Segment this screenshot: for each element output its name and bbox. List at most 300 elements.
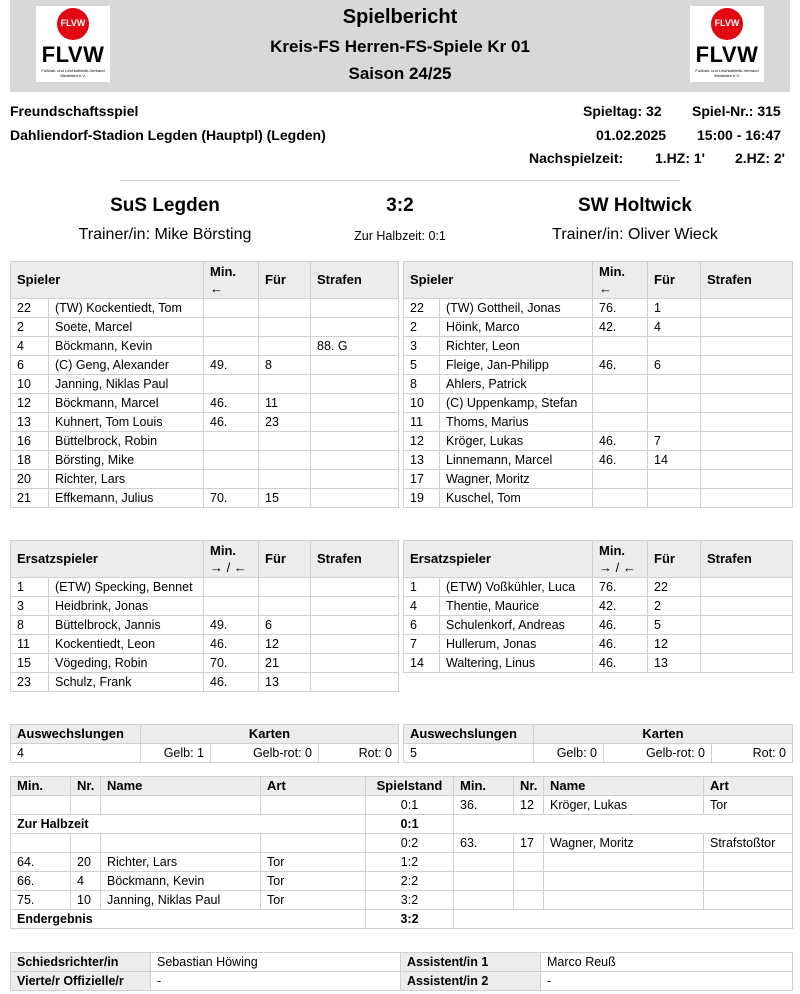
player-name: Janning, Niklas Paul xyxy=(49,375,204,394)
away-event-nr xyxy=(514,891,544,910)
report-header xyxy=(10,0,790,92)
home-event-name xyxy=(101,796,261,815)
player-number: 15 xyxy=(11,654,49,673)
player-row xyxy=(404,432,793,451)
event-row xyxy=(11,834,793,853)
player-number: 12 xyxy=(404,432,440,451)
away-event-min: 63. xyxy=(454,834,514,853)
player-name: Kuschel, Tom xyxy=(440,489,593,508)
player-number: 11 xyxy=(11,635,49,654)
event-row xyxy=(11,796,793,815)
officials-table xyxy=(10,952,793,991)
player-strafen xyxy=(701,578,793,597)
home-team-name: SuS Legden xyxy=(110,195,220,216)
player-strafen xyxy=(701,451,793,470)
event-score: 2:2 xyxy=(366,872,454,891)
header-fuer: Für xyxy=(259,541,311,578)
player-min: 70. xyxy=(204,489,259,508)
player-row xyxy=(404,635,793,654)
player-number: 4 xyxy=(11,337,49,356)
away-event-art xyxy=(704,853,793,872)
auswechslungen-header: Auswechslungen xyxy=(404,725,534,744)
player-strafen xyxy=(311,413,399,432)
player-min: 46. xyxy=(593,451,648,470)
home-summary-table xyxy=(10,724,399,763)
header-min xyxy=(204,262,259,299)
player-strafen xyxy=(701,635,793,654)
away-event-nr: 12 xyxy=(514,796,544,815)
player-number: 3 xyxy=(11,597,49,616)
player-strafen xyxy=(701,356,793,375)
player-strafen xyxy=(701,616,793,635)
ev-header-nr: Nr. xyxy=(71,777,101,796)
away-event-min: 36. xyxy=(454,796,514,815)
table-header-row xyxy=(11,262,399,299)
player-strafen xyxy=(701,413,793,432)
player-number: 6 xyxy=(11,356,49,375)
header-spieler: Spieler xyxy=(404,262,593,299)
nachspielzeit-hz1: 1.HZ: 1' xyxy=(655,150,706,166)
assistent1-value: Marco Reuß xyxy=(541,953,793,972)
karten-header: Karten xyxy=(141,725,399,744)
match-date: 01.02.2025 xyxy=(596,127,667,143)
player-name: Ahlers, Patrick xyxy=(440,375,593,394)
player-number: 7 xyxy=(404,635,440,654)
header-min-label: Min. xyxy=(599,543,625,558)
player-fuer xyxy=(259,318,311,337)
player-fuer: 15 xyxy=(259,489,311,508)
player-name: Fleige, Jan-Philipp xyxy=(440,356,593,375)
header-fuer: Für xyxy=(259,262,311,299)
header-spieler: Ersatzspieler xyxy=(404,541,593,578)
player-fuer: 23 xyxy=(259,413,311,432)
player-name: Schulz, Frank xyxy=(49,673,204,692)
player-number: 20 xyxy=(11,470,49,489)
player-name: Vögeding, Robin xyxy=(49,654,204,673)
home-event-min: 66. xyxy=(11,872,71,891)
match-type: Freundschaftsspiel xyxy=(10,103,139,119)
home-event-nr xyxy=(71,834,101,853)
home-event-min: 64. xyxy=(11,853,71,872)
nachspielzeit-hz2: 2.HZ: 2' xyxy=(735,150,786,166)
vierte-label: Vierte/r Offizielle/r xyxy=(11,972,151,991)
player-row xyxy=(11,432,399,451)
player-min: 70. xyxy=(204,654,259,673)
away-event-min xyxy=(454,872,514,891)
ev-header-nr: Nr. xyxy=(514,777,544,796)
player-fuer xyxy=(259,578,311,597)
final-score: 3:2 xyxy=(386,195,414,216)
home-event-art xyxy=(261,796,366,815)
home-event-nr: 4 xyxy=(71,872,101,891)
section-score: 3:2 xyxy=(366,910,454,929)
competition-name: Kreis-FS Herren-FS-Spiele Kr 01 xyxy=(270,37,530,56)
player-row xyxy=(404,394,793,413)
header-min-arrow: → / ← xyxy=(210,560,247,575)
home-event-min: 75. xyxy=(11,891,71,910)
player-number: 21 xyxy=(11,489,49,508)
home-subs-table xyxy=(10,540,399,692)
halftime-score: Zur Halbzeit: 0:1 xyxy=(354,229,446,243)
player-min: 49. xyxy=(204,356,259,375)
player-fuer: 12 xyxy=(648,635,701,654)
home-players-table xyxy=(10,261,399,508)
player-min xyxy=(204,318,259,337)
player-row xyxy=(11,451,399,470)
event-score: 0:2 xyxy=(366,834,454,853)
player-min: 42. xyxy=(593,597,648,616)
player-strafen xyxy=(311,299,399,318)
player-number: 18 xyxy=(11,451,49,470)
home-event-art xyxy=(261,834,366,853)
home-event-nr: 20 xyxy=(71,853,101,872)
player-fuer: 5 xyxy=(648,616,701,635)
flvw-logo-right: FLVW FLVW Fußball- und Leichtathletik-Verband Westfalen e.V. xyxy=(690,6,764,82)
ev-header-art: Art xyxy=(261,777,366,796)
player-fuer xyxy=(648,489,701,508)
away-gelb: Gelb: 0 xyxy=(534,744,604,763)
ev-header-min: Min. xyxy=(454,777,514,796)
player-strafen xyxy=(311,635,399,654)
table-header-row xyxy=(404,262,793,299)
player-fuer: 12 xyxy=(259,635,311,654)
player-fuer xyxy=(259,299,311,318)
player-min xyxy=(204,470,259,489)
vierte-value: - xyxy=(151,972,401,991)
away-event-art xyxy=(704,891,793,910)
away-event-min xyxy=(454,853,514,872)
ev-header-art: Art xyxy=(704,777,793,796)
match-time: 15:00 - 16:47 xyxy=(697,127,782,143)
away-event-name: Kröger, Lukas xyxy=(544,796,704,815)
section-label: Zur Halbzeit xyxy=(11,815,366,834)
player-min: 46. xyxy=(593,432,648,451)
header-strafen: Strafen xyxy=(701,262,793,299)
spiel-nr: Spiel-Nr.: 315 xyxy=(692,103,781,119)
schiedsrichter-label: Schiedsrichter/in xyxy=(11,953,151,972)
player-name: Soete, Marcel xyxy=(49,318,204,337)
player-fuer xyxy=(259,470,311,489)
player-min xyxy=(593,337,648,356)
event-row xyxy=(11,891,793,910)
player-number: 16 xyxy=(11,432,49,451)
home-event-art: Tor xyxy=(261,853,366,872)
away-team-name: SW Holtwick xyxy=(577,195,692,216)
auswechslungen-header: Auswechslungen xyxy=(11,725,141,744)
player-name: Böckmann, Marcel xyxy=(49,394,204,413)
player-fuer xyxy=(259,432,311,451)
home-event-nr xyxy=(71,796,101,815)
player-name: Linnemann, Marcel xyxy=(440,451,593,470)
home-event-min xyxy=(11,834,71,853)
player-name: Kröger, Lukas xyxy=(440,432,593,451)
player-strafen xyxy=(701,654,793,673)
horse-emblem-icon: FLVW xyxy=(57,8,89,40)
section-label: Endergebnis xyxy=(11,910,366,929)
player-fuer xyxy=(648,394,701,413)
player-fuer xyxy=(259,337,311,356)
home-event-min xyxy=(11,796,71,815)
events-header-row xyxy=(11,777,793,796)
player-min xyxy=(593,394,648,413)
player-row xyxy=(11,654,399,673)
player-min: 46. xyxy=(204,635,259,654)
player-number: 11 xyxy=(404,413,440,432)
player-min: 46. xyxy=(593,356,648,375)
horse-emblem-icon: FLVW xyxy=(711,8,743,40)
player-fuer: 1 xyxy=(648,299,701,318)
player-strafen xyxy=(311,489,399,508)
header-fuer: Für xyxy=(648,541,701,578)
player-number: 10 xyxy=(11,375,49,394)
home-rot: Rot: 0 xyxy=(319,744,399,763)
player-strafen xyxy=(311,597,399,616)
away-event-art xyxy=(704,872,793,891)
player-strafen xyxy=(701,299,793,318)
event-score: 1:2 xyxy=(366,853,454,872)
event-score: 0:1 xyxy=(366,796,454,815)
player-name: (ETW) Specking, Bennet xyxy=(49,578,204,597)
player-min xyxy=(204,299,259,318)
player-row xyxy=(11,597,399,616)
player-row xyxy=(11,318,399,337)
player-row xyxy=(404,337,793,356)
player-number: 19 xyxy=(404,489,440,508)
player-row xyxy=(11,394,399,413)
away-players-table xyxy=(403,261,793,508)
player-min: 76. xyxy=(593,299,648,318)
player-strafen xyxy=(701,318,793,337)
player-row xyxy=(11,578,399,597)
player-min xyxy=(204,578,259,597)
player-number: 6 xyxy=(404,616,440,635)
player-strafen xyxy=(311,432,399,451)
player-min: 76. xyxy=(593,578,648,597)
player-number: 10 xyxy=(404,394,440,413)
season: Saison 24/25 xyxy=(348,64,452,83)
player-strafen xyxy=(311,356,399,375)
player-row xyxy=(11,673,399,692)
player-fuer xyxy=(648,337,701,356)
away-event-name: Wagner, Moritz xyxy=(544,834,704,853)
events-section-row xyxy=(11,815,793,834)
away-event-nr: 17 xyxy=(514,834,544,853)
player-min xyxy=(204,451,259,470)
player-strafen xyxy=(701,597,793,616)
player-strafen xyxy=(311,470,399,489)
player-row xyxy=(404,318,793,337)
player-min: 42. xyxy=(593,318,648,337)
event-row xyxy=(11,872,793,891)
player-fuer: 13 xyxy=(259,673,311,692)
player-fuer: 13 xyxy=(648,654,701,673)
player-number: 14 xyxy=(404,654,440,673)
player-strafen xyxy=(311,654,399,673)
player-row xyxy=(404,413,793,432)
player-name: Büttelbrock, Robin xyxy=(49,432,204,451)
event-row xyxy=(11,853,793,872)
player-row xyxy=(11,616,399,635)
player-name: Börsting, Mike xyxy=(49,451,204,470)
player-number: 22 xyxy=(11,299,49,318)
player-name: Thoms, Marius xyxy=(440,413,593,432)
report-title: Spielbericht xyxy=(342,6,458,28)
home-gelb: Gelb: 1 xyxy=(141,744,211,763)
player-min xyxy=(204,597,259,616)
spieltag: Spieltag: 32 xyxy=(583,103,662,119)
player-row xyxy=(11,356,399,375)
player-name: Wagner, Moritz xyxy=(440,470,593,489)
player-number: 4 xyxy=(404,597,440,616)
player-name: (C) Uppenkamp, Stefan xyxy=(440,394,593,413)
player-number: 22 xyxy=(404,299,440,318)
player-name: Kuhnert, Tom Louis xyxy=(49,413,204,432)
table-header-row xyxy=(11,541,399,578)
header-strafen: Strafen xyxy=(311,262,399,299)
player-number: 12 xyxy=(11,394,49,413)
player-number: 3 xyxy=(404,337,440,356)
player-name: (TW) Kockentiedt, Tom xyxy=(49,299,204,318)
section-blank xyxy=(454,815,793,834)
away-event-min xyxy=(454,891,514,910)
home-event-art: Tor xyxy=(261,891,366,910)
player-row xyxy=(11,635,399,654)
player-name: Richter, Leon xyxy=(440,337,593,356)
player-name: (C) Geng, Alexander xyxy=(49,356,204,375)
away-trainer: Trainer/in: Oliver Wieck xyxy=(552,226,718,243)
ev-header-name: Name xyxy=(101,777,261,796)
player-fuer: 21 xyxy=(259,654,311,673)
player-name: Höink, Marco xyxy=(440,318,593,337)
player-strafen xyxy=(701,489,793,508)
away-event-name xyxy=(544,853,704,872)
player-strafen xyxy=(311,616,399,635)
player-fuer: 22 xyxy=(648,578,701,597)
player-strafen xyxy=(311,375,399,394)
section-score: 0:1 xyxy=(366,815,454,834)
player-number: 5 xyxy=(404,356,440,375)
away-event-art: Strafstoßtor xyxy=(704,834,793,853)
home-subs-count: 4 xyxy=(11,744,141,763)
player-number: 8 xyxy=(404,375,440,394)
player-min: 46. xyxy=(204,673,259,692)
player-row xyxy=(11,470,399,489)
away-event-nr xyxy=(514,872,544,891)
away-summary-table xyxy=(403,724,793,763)
nachspielzeit-label: Nachspielzeit: xyxy=(529,150,624,166)
player-min xyxy=(204,432,259,451)
player-row xyxy=(404,616,793,635)
home-event-nr: 10 xyxy=(71,891,101,910)
assistent2-label: Assistent/in 2 xyxy=(401,972,541,991)
player-row xyxy=(404,356,793,375)
player-strafen xyxy=(311,318,399,337)
home-event-art: Tor xyxy=(261,872,366,891)
assistent2-value: - xyxy=(541,972,793,991)
events-table xyxy=(10,776,793,929)
header-min-arrow: ← xyxy=(210,281,224,296)
home-event-name: Janning, Niklas Paul xyxy=(101,891,261,910)
player-strafen xyxy=(311,394,399,413)
header-min-arrow: → / ← xyxy=(599,560,636,575)
player-min: 46. xyxy=(593,616,648,635)
header-min-label: Min. xyxy=(599,264,626,279)
player-fuer: 6 xyxy=(648,356,701,375)
player-name: Hullerum, Jonas xyxy=(440,635,593,654)
player-number: 23 xyxy=(11,673,49,692)
player-strafen xyxy=(701,394,793,413)
header-spieler: Ersatzspieler xyxy=(11,541,204,578)
player-min xyxy=(593,375,648,394)
header-spieler: Spieler xyxy=(11,262,204,299)
player-strafen xyxy=(701,375,793,394)
player-min: 46. xyxy=(593,654,648,673)
player-strafen: 88. G xyxy=(311,337,399,356)
player-row xyxy=(404,578,793,597)
away-subs-table xyxy=(403,540,793,673)
header-strafen: Strafen xyxy=(701,541,793,578)
player-number: 13 xyxy=(11,413,49,432)
player-fuer xyxy=(259,375,311,394)
ev-header-min: Min. xyxy=(11,777,71,796)
player-fuer xyxy=(259,451,311,470)
player-strafen xyxy=(701,470,793,489)
away-event-name xyxy=(544,872,704,891)
event-score: 3:2 xyxy=(366,891,454,910)
header-min-label: Min. xyxy=(210,543,236,558)
home-trainer: Trainer/in: Mike Börsting xyxy=(78,226,252,243)
player-number: 13 xyxy=(404,451,440,470)
player-fuer: 11 xyxy=(259,394,311,413)
away-gelbrot: Gelb-rot: 0 xyxy=(604,744,712,763)
player-min xyxy=(593,470,648,489)
player-min: 46. xyxy=(204,394,259,413)
player-name: (TW) Gottheil, Jonas xyxy=(440,299,593,318)
player-fuer: 7 xyxy=(648,432,701,451)
divider xyxy=(120,180,680,181)
header-min xyxy=(593,541,648,578)
away-event-name xyxy=(544,891,704,910)
player-fuer xyxy=(648,470,701,489)
player-strafen xyxy=(311,451,399,470)
away-event-art: Tor xyxy=(704,796,793,815)
player-row xyxy=(11,489,399,508)
player-name: Schulenkorf, Andreas xyxy=(440,616,593,635)
venue: Dahliendorf-Stadion Legden (Hauptpl) (Legden) xyxy=(10,127,326,143)
player-name: Effkemann, Julius xyxy=(49,489,204,508)
player-number: 2 xyxy=(11,318,49,337)
player-min: 46. xyxy=(593,635,648,654)
player-fuer: 8 xyxy=(259,356,311,375)
player-number: 2 xyxy=(404,318,440,337)
player-fuer: 14 xyxy=(648,451,701,470)
player-min xyxy=(204,337,259,356)
player-row xyxy=(11,299,399,318)
header-min-label: Min. xyxy=(210,264,237,279)
player-fuer xyxy=(259,597,311,616)
player-min: 46. xyxy=(204,413,259,432)
player-row xyxy=(404,654,793,673)
player-name: Waltering, Linus xyxy=(440,654,593,673)
away-subs-count: 5 xyxy=(404,744,534,763)
player-number: 1 xyxy=(11,578,49,597)
player-name: (ETW) Voßkühler, Luca xyxy=(440,578,593,597)
player-name: Heidbrink, Jonas xyxy=(49,597,204,616)
home-event-name xyxy=(101,834,261,853)
events-section-row xyxy=(11,910,793,929)
flvw-logo-left: FLVW FLVW Fußball- und Leichtathletik-Verband Westfalen e.V. xyxy=(36,6,110,82)
ev-header-name: Name xyxy=(544,777,704,796)
